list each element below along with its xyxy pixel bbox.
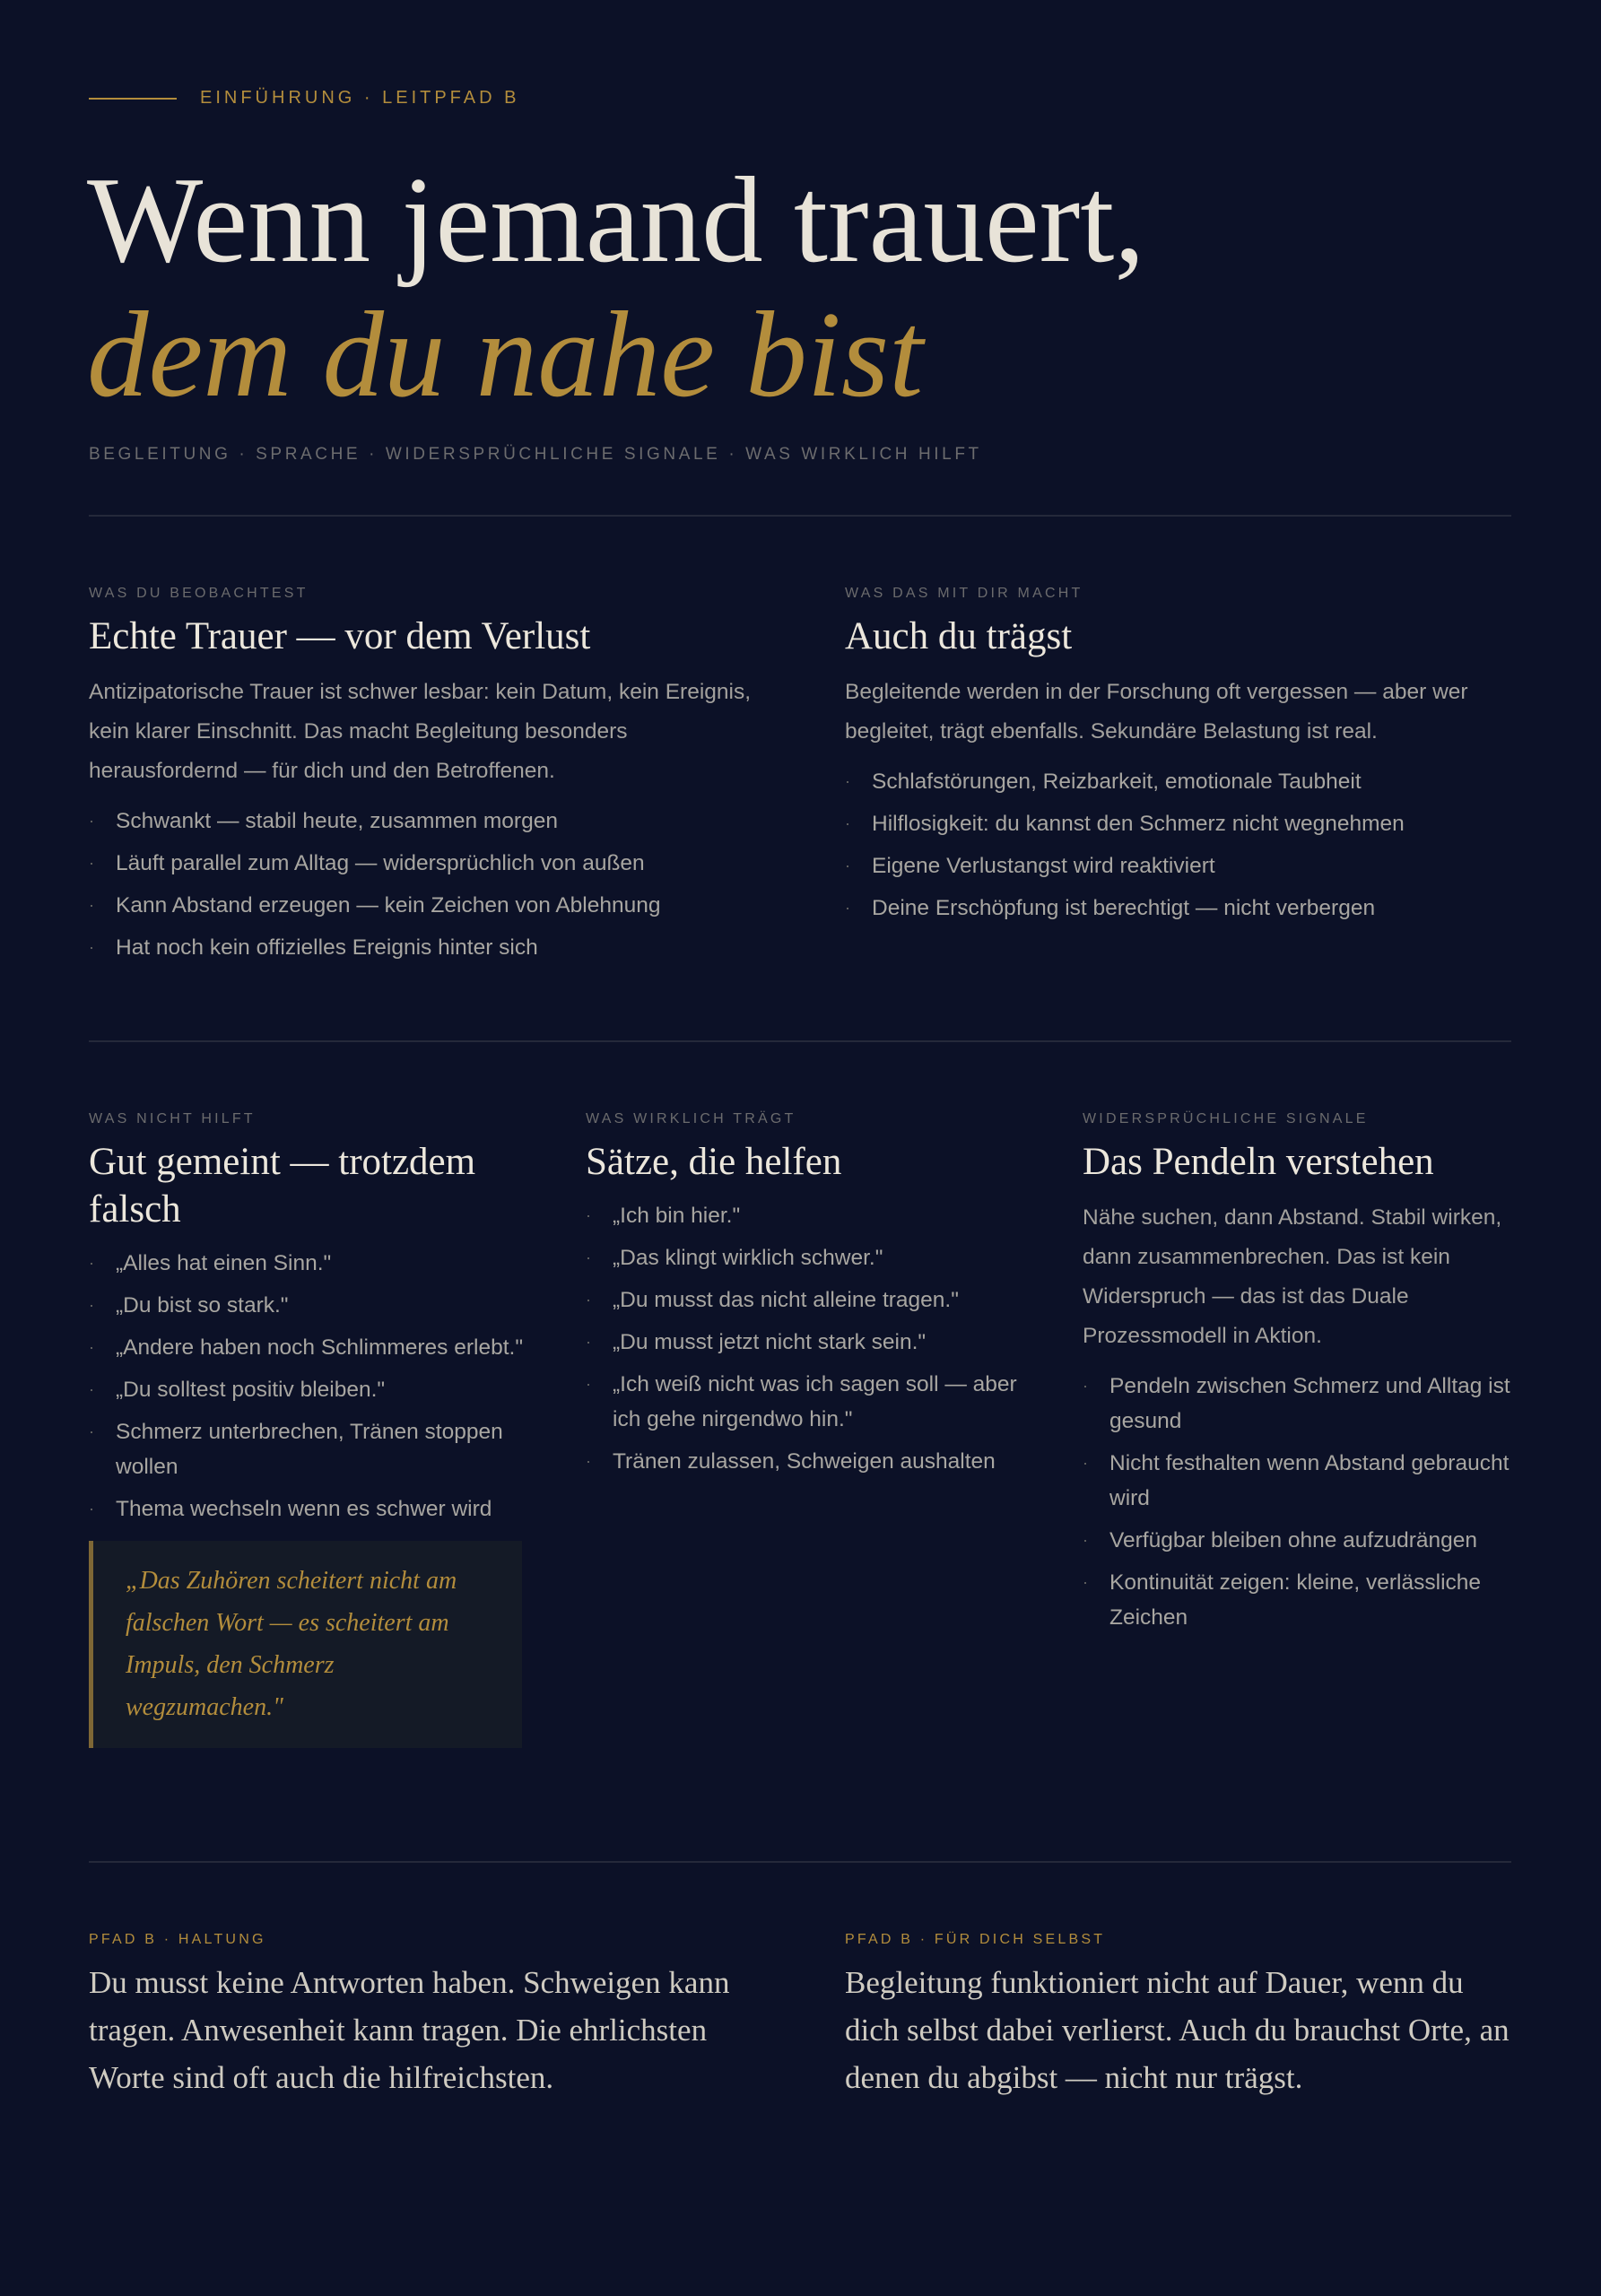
list-item-text: Kontinuität zeigen: kleine, verlässliche Zeichen [1109,1570,1482,1630]
list-item [89,846,779,881]
list-item-text: „Alles hat einen Sinn." [116,1251,332,1275]
list-item-text: „Du bist so stark." [116,1293,289,1318]
list-item [845,764,1511,799]
list-item [89,1288,528,1323]
bullet-icon: · [89,938,94,956]
attitude-column [89,1931,779,2101]
list-item-text: „Das klingt wirklich schwer." [613,1246,883,1270]
bullet-icon: · [845,857,850,874]
section-label: WAS WIRKLICH TRÄGT [586,1111,796,1126]
list-item [89,888,779,923]
list-item-text: Schwankt — stabil heute, zusammen morgen [116,809,558,833]
section-label: PFAD B · HALTUNG [89,1932,266,1947]
bullet-icon: · [845,899,850,917]
bullet-icon: · [845,772,850,790]
list-item-text: Schlafstörungen, Reizbarkeit, emotionale Taubheit [872,770,1362,794]
bullet-icon: · [89,896,94,914]
list-item [89,1246,528,1281]
bullet-icon: · [89,1380,94,1398]
section-heading: Gut gemeint — trotzdem falsch [89,1141,476,1231]
section-paragraph: Begleitende werden in der Forschung oft vergessen — aber wer begleitet, trägt ebenfalls. Sekundäre Belastung ist real. [845,680,1468,744]
section-label: WAS NICHT HILFT [89,1111,256,1126]
list-item-text: Pendeln zwischen Schmerz und Alltag ist gesund [1109,1374,1510,1433]
list-item [1083,1369,1511,1439]
bullet-list [586,1198,1025,1479]
topic-subtitle: BEGLEITUNG · SPRACHE · WIDERSPRÜCHLICHE SIGNALE · WAS WIRKLICH HILFT [89,445,982,464]
bullet-list [89,1246,528,1526]
list-item [89,930,779,965]
self-impact-column [845,585,1511,933]
bullet-icon: · [845,814,850,832]
section-heading: Auch du trägst [845,615,1073,657]
list-item [586,1367,1025,1437]
list-item [586,1240,1025,1275]
list-item [89,1414,528,1484]
bullet-icon: · [89,854,94,872]
list-item-text: „Andere haben noch Schlimmeres erlebt." [116,1335,524,1360]
section-heading: Sätze, die helfen [586,1141,842,1183]
observation-column [89,585,779,972]
list-item [89,1330,528,1365]
pull-quote: „Das Zuhören scheitert nicht am falschen Wort — es scheitert am Impuls, den Schmerz wegzumachen." [89,1541,522,1748]
section-label: WAS DAS MIT DIR MACHT [845,586,1083,601]
what-does-not-help-column [89,1110,528,1748]
list-item [845,806,1511,841]
eyebrow-rule [89,98,177,100]
bullet-list [89,804,779,965]
list-item-text: Nicht festhalten wenn Abstand gebraucht wird [1109,1451,1510,1510]
list-item-text: Hilflosigkeit: du kannst den Schmerz nicht wegnehmen [872,812,1405,836]
eyebrow-label: EINFÜHRUNG · LEITPFAD B [200,88,520,108]
list-item-text: Tränen zulassen, Schweigen aushalten [613,1449,996,1474]
list-item [586,1283,1025,1318]
divider [89,515,1511,517]
section-paragraph: Antizipatorische Trauer ist schwer lesbar: kein Datum, kein Ereignis, kein klarer Einschnitt. Das macht Begleitung besonders herausfordernd — für dich und den Betroffenen. [89,680,752,783]
list-item-text: Deine Erschöpfung ist berechtigt — nicht verbergen [872,896,1376,920]
list-item-text: „Du musst das nicht alleine tragen." [613,1288,959,1312]
eyebrow [89,88,519,109]
list-item [89,804,779,839]
bullet-icon: · [89,812,94,830]
divider [89,1040,1511,1042]
bullet-icon: · [586,1206,591,1224]
bullet-icon: · [89,1422,94,1440]
bullet-icon: · [89,1296,94,1314]
bullet-icon: · [89,1254,94,1272]
list-item-text: Thema wechseln wenn es schwer wird [116,1497,492,1521]
section-heading: Echte Trauer — vor dem Verlust [89,615,591,657]
self-care-column [845,1931,1511,2101]
list-item-text: Eigene Verlustangst wird reaktiviert [872,854,1215,878]
divider [89,1861,1511,1863]
list-item [586,1325,1025,1360]
list-item-text: Verfügbar bleiben ohne aufzudrängen [1109,1528,1478,1552]
closing-statement: Begleitung funktioniert nicht auf Dauer, wenn du dich selbst dabei verlierst. Auch du brauchst Orte, an denen du abgibst — nicht nur trägst. [845,1965,1510,2095]
list-item [586,1198,1025,1233]
bullet-icon: · [586,1375,591,1393]
list-item [845,848,1511,883]
section-label: WIDERSPRÜCHLICHE SIGNALE [1083,1111,1369,1126]
list-item-text: Läuft parallel zum Alltag — widersprüchlich von außen [116,851,645,875]
title-line-1: Wenn jemand trauert, [87,152,1145,288]
list-item-text: „Ich bin hier." [613,1204,741,1228]
bullet-icon: · [586,1452,591,1470]
bullet-icon: · [586,1291,591,1309]
list-item [1083,1565,1511,1635]
list-item [586,1444,1025,1479]
bullet-icon: · [1083,1454,1088,1472]
bullet-list [1083,1369,1511,1635]
list-item-text: Kann Abstand erzeugen — kein Zeichen von Ablehnung [116,893,661,918]
bullet-icon: · [89,1338,94,1356]
bullet-list [845,764,1511,926]
list-item-text: „Ich weiß nicht was ich sagen soll — aber ich gehe nirgendwo hin." [613,1372,1017,1431]
contradictory-signals-column [1083,1110,1511,1642]
bullet-icon: · [586,1333,591,1351]
section-label: PFAD B · FÜR DICH SELBST [845,1932,1106,1947]
section-heading: Das Pendeln verstehen [1083,1141,1434,1183]
page-title [87,152,1145,422]
bullet-icon: · [1083,1531,1088,1549]
section-label: WAS DU BEOBACHTEST [89,586,309,601]
title-line-2: dem du nahe bist [87,286,924,422]
list-item [1083,1446,1511,1516]
helpful-phrases-column [586,1110,1025,1486]
section-paragraph: Nähe suchen, dann Abstand. Stabil wirken, dann zusammenbrechen. Das ist kein Widerspruch — das ist das Duale Prozessmodell in Aktion. [1083,1205,1502,1348]
list-item [89,1492,528,1526]
list-item [845,891,1511,926]
closing-statement: Du musst keine Antworten haben. Schweigen kann tragen. Anwesenheit kann tragen. Die ehrlichsten Worte sind oft auch die hilfreichsten. [89,1965,730,2095]
list-item-text: „Du musst jetzt nicht stark sein." [613,1330,927,1354]
list-item-text: Schmerz unterbrechen, Tränen stoppen wollen [116,1420,503,1479]
bullet-icon: · [586,1248,591,1266]
bullet-icon: · [1083,1377,1088,1395]
list-item [89,1372,528,1407]
list-item-text: „Du solltest positiv bleiben." [116,1378,386,1402]
list-item-text: Hat noch kein offizielles Ereignis hinter sich [116,935,538,960]
bullet-icon: · [1083,1573,1088,1591]
bullet-icon: · [89,1500,94,1518]
list-item [1083,1523,1511,1558]
